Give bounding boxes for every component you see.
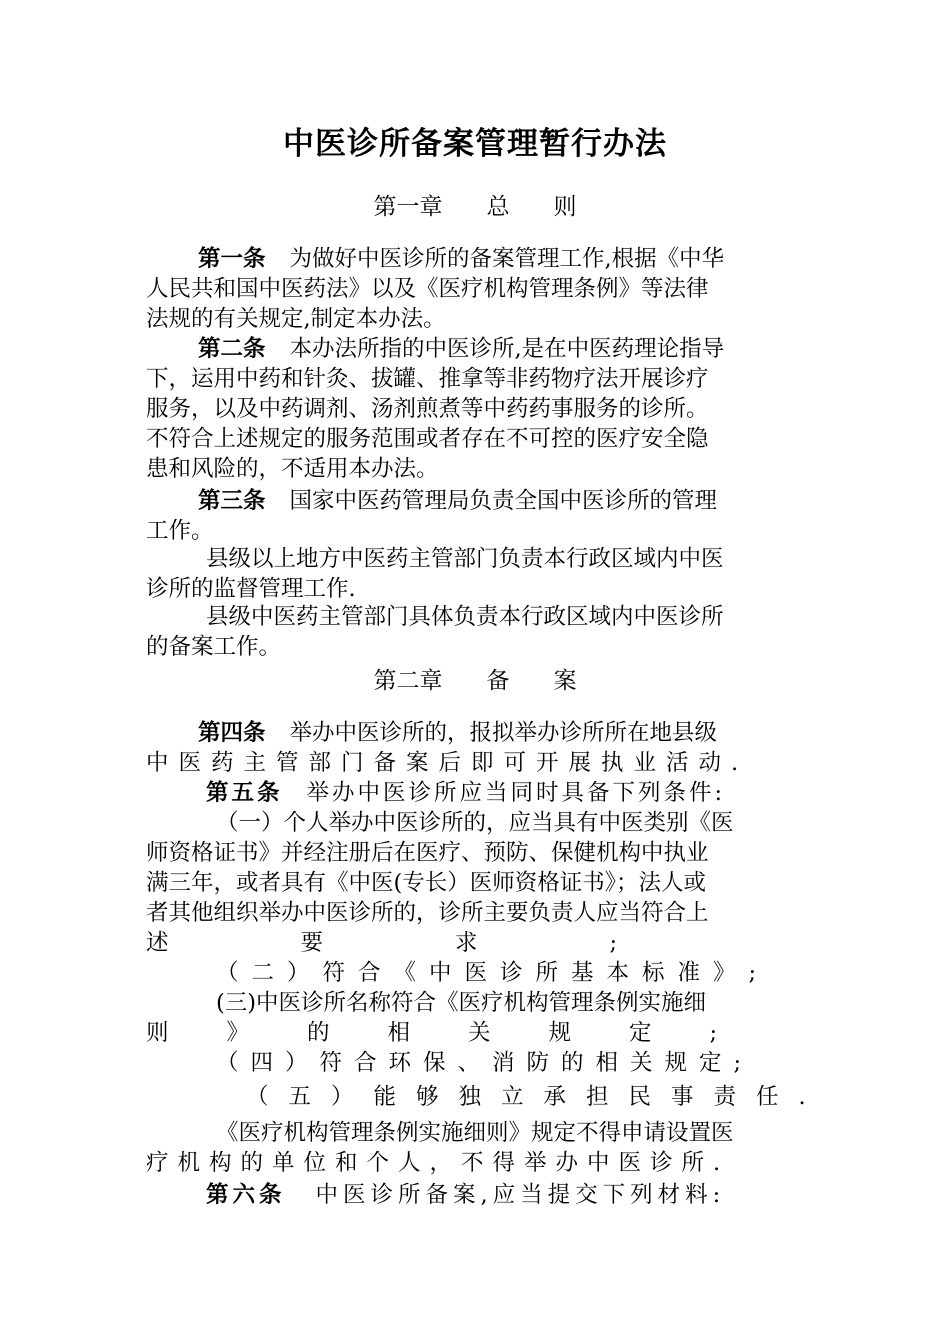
article-6-heading: 第六条 <box>206 1182 286 1208</box>
article-4-heading: 第四条 <box>198 720 266 746</box>
article-1-line-1 <box>198 244 806 274</box>
article-5-item-1-line-2: 师资格证书》并经注册后在医疗、预防、保健机构中执业 <box>146 840 709 866</box>
document-title: 中医诊所备案管理暂行办法 <box>283 126 667 162</box>
article-6-line-1 <box>206 1180 806 1210</box>
chapter-1-label: 第一章 <box>373 194 443 220</box>
article-5-item-1-line-4: 者其他组织举办中医诊所的，诊所主要负责人应当符合上 <box>146 900 709 926</box>
chapter-2-name-1: 备 <box>486 668 510 694</box>
chapter-1-heading <box>0 188 950 221</box>
article-5-item-1-line-1: （一）个人举办中医诊所的，应当具有中医类别《医 <box>216 810 734 836</box>
chapter-2-name-2: 案 <box>553 668 577 694</box>
article-5-item-3-line-2: 则》的相关规定; <box>146 1020 776 1046</box>
article-3-line-1 <box>198 486 806 516</box>
article-3-text-1: 国家中医药管理局负责全国中医诊所的管理 <box>289 488 718 514</box>
article-5-item-1-line-3: 满三年，或者具有《中医(专长）医师资格证书》；法人或 <box>146 870 707 896</box>
chapter-1-name-2: 则 <box>553 194 577 220</box>
article-3-para-2-line-1: 县级以上地方中医药主管部门负责本行政区域内中医 <box>206 546 724 572</box>
article-1-heading: 第一条 <box>198 246 266 272</box>
article-5-note-line-1: 《医疗机构管理条例实施细则》规定不得申请设置医 <box>216 1120 734 1146</box>
chapter-1-name-1: 总 <box>486 194 510 220</box>
article-3-para-2-line-2: 诊所的监督管理工作. <box>146 576 356 602</box>
chapter-2-label: 第二章 <box>373 668 443 694</box>
article-3-line-2: 工作。 <box>146 518 214 544</box>
article-5-item-1-line-5: 述要求; <box>146 930 750 956</box>
article-5-item-4: （四）符合环保、消防的相关规定; <box>216 1050 754 1076</box>
article-2-line-2: 下，运用中药和针灸、拔罐、推拿等非药物疗法开展诊疗 <box>146 366 709 392</box>
article-5-note-line-2: 疗机构的单位和个人，不得举办中医诊所. <box>146 1150 730 1176</box>
article-5-text-1: 举办中医诊所应当同时具备下列条件: <box>306 780 726 806</box>
chapter-2-heading <box>0 662 950 695</box>
article-2-line-5: 患和风险的，不适用本办法。 <box>146 456 439 482</box>
article-4-text-1: 举办中医诊所的，报拟举办诊所所在地县级 <box>289 720 718 746</box>
article-1-text-1: 为做好中医诊所的备案管理工作,根据《中华 <box>289 246 725 272</box>
article-5-item-5: （五）能够独立承担民事责任. <box>246 1084 826 1110</box>
article-2-heading: 第二条 <box>198 336 266 362</box>
article-1-line-3: 法规的有关规定,制定本办法。 <box>146 306 446 332</box>
article-5-item-3-line-1: (三)中医诊所名称符合《医疗机构管理条例实施细 <box>216 990 707 1016</box>
article-3-para-3-line-2: 的备案工作。 <box>146 634 282 660</box>
article-4-line-2: 中医药主管部门备案后即可开展执业活动. <box>146 750 749 776</box>
article-5-heading: 第五条 <box>206 780 283 806</box>
article-3-heading: 第三条 <box>198 488 266 514</box>
article-3-para-3-line-1: 县级中医药主管部门具体负责本行政区域内中医诊所 <box>206 604 724 630</box>
article-2-line-3: 服务，以及中药调剂、汤剂煎煮等中药药事服务的诊所。 <box>146 396 709 422</box>
article-5-line-1 <box>206 778 806 808</box>
article-5-item-2: （二）符合《中医诊所基本标准》; <box>216 960 770 986</box>
article-4-line-1 <box>198 718 806 748</box>
article-2-line-1 <box>198 334 806 364</box>
article-1-line-2: 人民共和国中医药法》以及《医疗机构管理条例》等法律 <box>146 276 709 302</box>
article-2-text-1: 本办法所指的中医诊所,是在中医药理论指导 <box>289 336 725 362</box>
article-6-text-1: 中医诊所备案,应当提交下列材料: <box>315 1182 726 1208</box>
article-2-line-4: 不符合上述规定的服务范围或者存在不可控的医疗安全隐 <box>146 426 709 452</box>
